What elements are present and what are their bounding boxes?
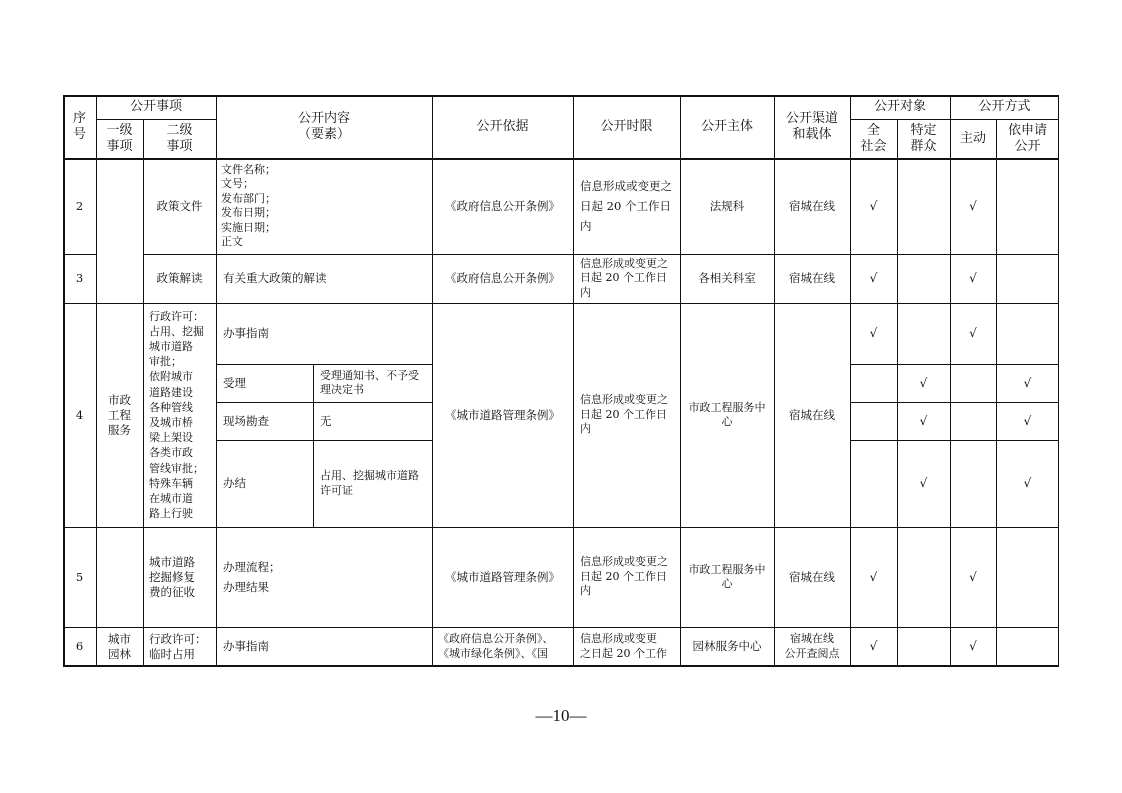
row-channel: 宿城在线 公开查阅点 [784,632,840,660]
check-mark: √ [869,326,878,340]
row-subject: 市政工程服务中心 [688,400,766,428]
header-channel: 公开渠道 和载体 [785,110,838,142]
sub-detail: 无 [320,413,332,428]
row-level2: 行政许可： 占用、挖掘 城市道路 审批； 依附城市 道路建设 各种管线 及城市桥 梁上架设 各类市政 管线审批； 特殊车辆 在城市道 路上行驶 [149,309,204,521]
row-subject: 法规科 [709,198,745,213]
row-channel: 宿城在线 [789,407,835,422]
header-time-limit: 公开时限 [600,118,653,134]
row-seq: 6 [75,639,84,653]
row-seq: 2 [75,198,84,213]
row-content: 文件名称； 文号； 发布部门； 发布日期； 实施日期； 正文 [221,162,276,248]
check-mark: √ [919,413,928,428]
row-subject: 市政工程服务中心 [688,562,766,590]
check-mark: √ [869,198,878,213]
row-level1: 城市 园林 [108,631,131,661]
header-target-all: 全 社会 [860,122,887,154]
sub-content: 现场勘查 [223,413,269,428]
row-time-limit: 信息形成或变更之日起 20 个工作日内 [580,393,668,436]
check-mark: √ [869,569,878,584]
row-content: 办事指南 [223,639,269,653]
row-level2: 政策解读 [156,271,203,285]
row-level2: 行政许可： 临时占用 [149,631,207,661]
row-time-limit: 信息形成或变更之日起 20 个工作日内 [580,256,668,299]
row-basis: 《城市道路管理条例》 [445,569,560,584]
header-level2: 二级 事项 [166,122,193,154]
check-mark: √ [919,375,928,390]
header-subject: 公开主体 [700,118,753,134]
header-method-request: 依申请 公开 [1007,122,1047,154]
row-subject: 各相关科室 [698,271,756,285]
row-level2: 城市道路 挖掘修复 费的征收 [149,554,195,599]
row-time-limit: 信息形成或变更 之日起 20 个工作 [580,632,667,660]
row-level1: 市政 工程 服务 [108,392,131,437]
header-method-active: 主动 [959,130,986,146]
sub-content: 受理 [223,375,246,390]
check-mark: √ [969,569,977,584]
sub-content: 办事指南 [223,326,269,340]
check-mark: √ [1023,413,1032,428]
row-basis: 《政府信息公开条例》 [445,198,560,213]
check-mark: √ [1023,375,1032,390]
sub-content: 办结 [223,476,246,490]
check-mark: √ [1023,476,1032,490]
row-content: 办理流程； 办理结果 [223,560,281,594]
header-method: 公开方式 [978,99,1031,114]
page-number: —10— [535,706,587,725]
header-basis: 公开依据 [476,118,529,134]
disclosure-table [63,95,1059,667]
row-seq: 3 [75,271,84,285]
check-mark: √ [969,198,977,213]
row-time-limit: 信息形成或变更之日起 20 个工作日内 [580,555,668,598]
row-time-limit: 信息形成或变更之日起 20 个工作日内 [580,179,672,233]
check-mark: √ [969,326,977,340]
row-basis: 《政府信息公开条例》 [445,271,560,285]
check-mark: √ [969,271,977,285]
row-basis: 《城市道路管理条例》 [445,407,560,422]
sub-detail: 占用、挖掘城市道路许可证 [320,469,419,497]
header-target-specific: 特定 群众 [910,122,937,154]
sub-detail: 受理通知书、不予受理决定书 [320,368,419,396]
row-seq: 4 [75,407,84,422]
row-basis: 《政府信息公开条例》、 《城市绿化条例》、《国 [438,632,554,660]
row-level2: 政策文件 [156,198,203,213]
row-subject: 园林服务中心 [692,639,762,653]
header-seq: 序 号 [72,110,86,142]
header-content: 公开内容 （要素） [297,110,350,142]
header-target: 公开对象 [873,99,926,114]
header-level1: 一级 事项 [106,122,133,154]
check-mark: √ [969,639,977,653]
check-mark: √ [869,639,878,653]
row-channel: 宿城在线 [789,569,835,584]
check-mark: √ [869,271,878,285]
row-channel: 宿城在线 [789,271,835,285]
row-seq: 5 [75,569,84,584]
row-content: 有关重大政策的解读 [223,271,327,285]
header-items: 公开事项 [129,99,182,114]
row-channel: 宿城在线 [789,198,835,213]
check-mark: √ [919,476,928,490]
